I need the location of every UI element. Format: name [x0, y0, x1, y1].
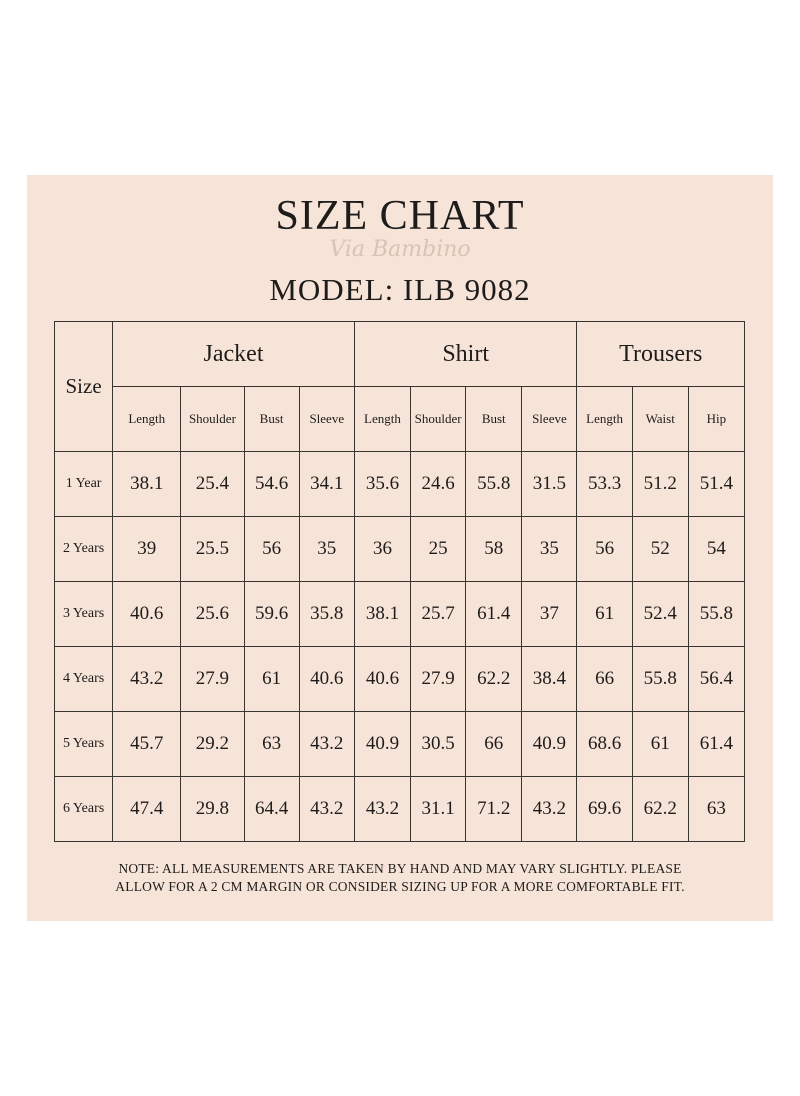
table-cell: 61	[632, 712, 688, 777]
table-cell: 54.6	[244, 452, 299, 517]
table-cell: 56	[244, 517, 299, 582]
size-column-header: Size	[55, 322, 113, 452]
table-cell: 61	[244, 647, 299, 712]
size-label: 6 Years	[55, 777, 113, 842]
column-header: Sleeve	[299, 387, 354, 452]
table-cell: 52.4	[632, 582, 688, 647]
page-title: SIZE CHART	[275, 193, 525, 239]
table-cell: 25.4	[181, 452, 244, 517]
table-row	[55, 582, 745, 647]
column-header: Hip	[688, 387, 744, 452]
table-cell: 55.8	[632, 647, 688, 712]
table-cell: 43.2	[299, 712, 354, 777]
table-cell: 56	[577, 517, 632, 582]
size-label: 2 Years	[55, 517, 113, 582]
size-chart-card	[27, 175, 773, 921]
table-cell: 40.6	[113, 582, 181, 647]
group-header-shirt: Shirt	[354, 322, 577, 387]
table-cell: 61.4	[688, 712, 744, 777]
table-cell: 31.5	[522, 452, 577, 517]
table-cell: 40.9	[522, 712, 577, 777]
size-label: 3 Years	[55, 582, 113, 647]
measurement-note	[27, 860, 773, 896]
table-cell: 62.2	[632, 777, 688, 842]
table-cell: 40.6	[299, 647, 354, 712]
table-cell: 40.9	[354, 712, 410, 777]
table-cell: 61	[577, 582, 632, 647]
column-header: Shoulder	[411, 387, 466, 452]
table-row	[55, 517, 745, 582]
group-header-trousers: Trousers	[577, 322, 745, 387]
table-cell: 29.8	[181, 777, 244, 842]
table-cell: 37	[522, 582, 577, 647]
table-row	[55, 777, 745, 842]
size-label: 1 Year	[55, 452, 113, 517]
table-cell: 63	[688, 777, 744, 842]
column-header: Length	[113, 387, 181, 452]
table-cell: 62.2	[466, 647, 522, 712]
table-cell: 34.1	[299, 452, 354, 517]
table-cell: 30.5	[411, 712, 466, 777]
table-cell: 64.4	[244, 777, 299, 842]
table-cell: 25.5	[181, 517, 244, 582]
table-cell: 51.2	[632, 452, 688, 517]
table-cell: 25.7	[411, 582, 466, 647]
table-cell: 43.2	[113, 647, 181, 712]
table-cell: 63	[244, 712, 299, 777]
table-cell: 40.6	[354, 647, 410, 712]
size-label: 4 Years	[55, 647, 113, 712]
table-cell: 25	[411, 517, 466, 582]
table-row	[55, 452, 745, 517]
model-number: MODEL: ILB 9082	[269, 272, 531, 307]
table-cell: 35	[299, 517, 354, 582]
table-cell: 54	[688, 517, 744, 582]
table-cell: 31.1	[411, 777, 466, 842]
column-header: Length	[577, 387, 632, 452]
table-cell: 68.6	[577, 712, 632, 777]
table-cell: 35.6	[354, 452, 410, 517]
table-cell: 43.2	[354, 777, 410, 842]
group-header-jacket: Jacket	[113, 322, 355, 387]
table-cell: 66	[577, 647, 632, 712]
table-cell: 52	[632, 517, 688, 582]
note-line-1: NOTE: ALL MEASUREMENTS ARE TAKEN BY HAND AND MAY VARY SLIGHTLY. PLEASE	[118, 861, 682, 876]
table-cell: 55.8	[688, 582, 744, 647]
table-cell: 43.2	[522, 777, 577, 842]
size-label: 5 Years	[55, 712, 113, 777]
table-cell: 51.4	[688, 452, 744, 517]
table-cell: 71.2	[466, 777, 522, 842]
column-header: Bust	[466, 387, 522, 452]
note-line-2: ALLOW FOR A 2 CM MARGIN OR CONSIDER SIZING UP FOR A MORE COMFORTABLE FIT.	[115, 879, 685, 894]
table-cell: 27.9	[411, 647, 466, 712]
group-header-row	[55, 322, 745, 387]
column-header: Bust	[244, 387, 299, 452]
table-cell: 36	[354, 517, 410, 582]
table-cell: 69.6	[577, 777, 632, 842]
table-cell: 55.8	[466, 452, 522, 517]
table-cell: 66	[466, 712, 522, 777]
table-cell: 61.4	[466, 582, 522, 647]
brand-logo: Via Bambino	[329, 237, 471, 262]
table-cell: 29.2	[181, 712, 244, 777]
column-header: Waist	[632, 387, 688, 452]
table-cell: 35	[522, 517, 577, 582]
table-row	[55, 712, 745, 777]
table-cell: 35.8	[299, 582, 354, 647]
column-header: Shoulder	[181, 387, 244, 452]
table-cell: 47.4	[113, 777, 181, 842]
table-cell: 38.1	[113, 452, 181, 517]
table-cell: 38.1	[354, 582, 410, 647]
table-cell: 27.9	[181, 647, 244, 712]
table-row	[55, 647, 745, 712]
table-cell: 25.6	[181, 582, 244, 647]
measurement-header-row	[55, 387, 745, 452]
column-header: Sleeve	[522, 387, 577, 452]
table-cell: 59.6	[244, 582, 299, 647]
table-cell: 24.6	[411, 452, 466, 517]
size-table	[54, 321, 745, 842]
table-cell: 53.3	[577, 452, 632, 517]
table-cell: 45.7	[113, 712, 181, 777]
table-cell: 43.2	[299, 777, 354, 842]
table-cell: 58	[466, 517, 522, 582]
table-cell: 56.4	[688, 647, 744, 712]
table-cell: 38.4	[522, 647, 577, 712]
table-cell: 39	[113, 517, 181, 582]
column-header: Length	[354, 387, 410, 452]
